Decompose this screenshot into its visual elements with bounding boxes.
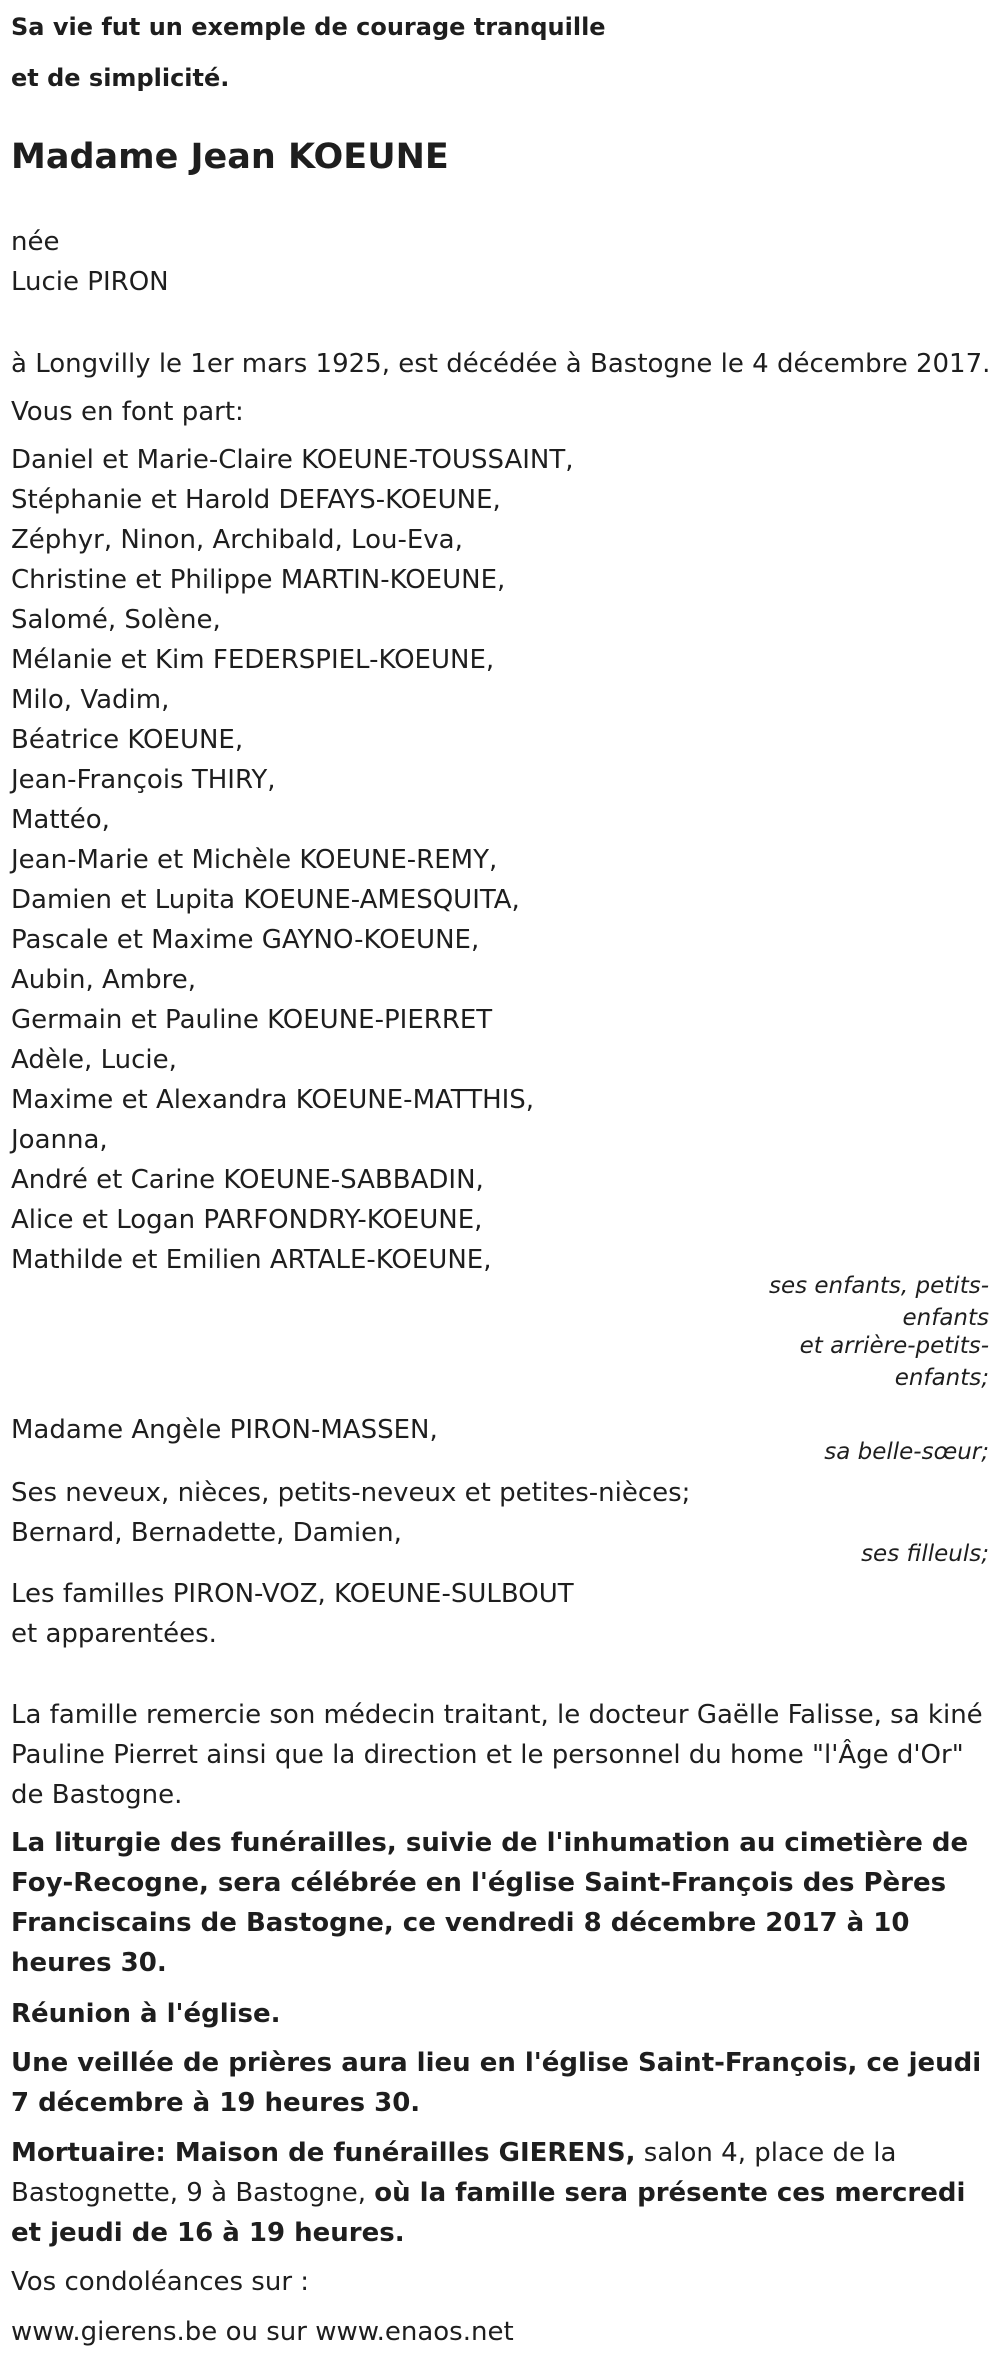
list-item: Mathilde et Emilien ARTALE-KOEUNE, xyxy=(11,1245,492,1275)
meeting-line: Réunion à l'église. xyxy=(11,1999,281,2029)
nee-label: née xyxy=(11,227,60,257)
mortuary-address: salon 4, place de la Bastognette, 9 à Bastogne, xyxy=(11,2138,897,2208)
list-item: Jean-Marie et Michèle KOEUNE-REMY, xyxy=(11,845,498,875)
nephews-line: Ses neveux, nièces, petits-neveux et petites-nièces; xyxy=(11,1478,691,1508)
sister-in-law-name: Madame Angèle PIRON-MASSEN, xyxy=(11,1415,438,1445)
role-godchildren: ses filleuls; xyxy=(861,1541,989,1567)
epigraph-line-1: Sa vie fut un exemple de courage tranquille xyxy=(11,13,606,41)
families-line-2: et apparentées. xyxy=(11,1619,217,1649)
list-item: Christine et Philippe MARTIN-KOEUNE, xyxy=(11,565,506,595)
list-item: Stéphanie et Harold DEFAYS-KOEUNE, xyxy=(11,485,501,515)
mortuary-paragraph xyxy=(11,2133,986,2253)
mortuary-label: Mortuaire: Maison de funérailles GIERENS, xyxy=(11,2138,636,2168)
role-children: ses enfants, petits-enfants xyxy=(768,1273,989,1331)
families-line-1: Les familles PIRON-VOZ, KOEUNE-SULBOUT xyxy=(11,1579,574,1609)
condolences-sites: www.gierens.be ou sur www.enaos.net xyxy=(11,2317,514,2347)
list-item: Salomé, Solène, xyxy=(11,605,221,635)
list-item: Jean-François THIRY, xyxy=(11,765,276,795)
list-item: André et Carine KOEUNE-SABBADIN, xyxy=(11,1165,484,1195)
list-item: Damien et Lupita KOEUNE-AMESQUITA, xyxy=(11,885,520,915)
list-item: Alice et Logan PARFONDRY-KOEUNE, xyxy=(11,1205,483,1235)
thanks-paragraph: La famille remercie son médecin traitant, le docteur Gaëlle Falisse, sa kiné Pauline Pierret ainsi que la direction et le personnel du home "l'Âge d'Or" de Bastogne. xyxy=(11,1700,983,1810)
list-item: Mattéo, xyxy=(11,805,110,835)
list-item: Mélanie et Kim FEDERSPIEL-KOEUNE, xyxy=(11,645,495,675)
list-item: Germain et Pauline KOEUNE-PIERRET xyxy=(11,1005,493,1035)
list-item: Maxime et Alexandra KOEUNE-MATTHIS, xyxy=(11,1085,535,1115)
list-item: Joanna, xyxy=(11,1125,108,1155)
condolences-label: Vos condoléances sur : xyxy=(11,2267,310,2297)
list-item: Daniel et Marie-Claire KOEUNE-TOUSSAINT, xyxy=(11,445,574,475)
godchildren-names: Bernard, Bernadette, Damien, xyxy=(11,1518,402,1548)
maiden-name: Lucie PIRON xyxy=(11,267,169,297)
epigraph xyxy=(11,2,606,104)
list-item: Aubin, Ambre, xyxy=(11,965,196,995)
role-sister-in-law: sa belle-sœur; xyxy=(824,1439,989,1465)
role-great-grandchildren: et arrière-petits-enfants; xyxy=(799,1333,989,1391)
liturgy-paragraph: La liturgie des funérailles, suivie de l'inhumation au cimetière de Foy-Recogne, sera célébrée en l'église Saint-François des Pères Franciscains de Bastogne, ce vendredi 8 décembre 2017 à 10 heures 30. xyxy=(11,1828,969,1978)
list-item: Pascale et Maxime GAYNO-KOEUNE, xyxy=(11,925,480,955)
vigil-paragraph: Une veillée de prières aura lieu en l'église Saint-François, ce jeudi 7 décembre à 19 heures 30. xyxy=(11,2048,982,2118)
list-item: Adèle, Lucie, xyxy=(11,1045,177,1075)
deceased-name: Madame Jean KOEUNE xyxy=(11,137,449,177)
epigraph-line-2: et de simplicité. xyxy=(11,64,230,92)
list-item: Béatrice KOEUNE, xyxy=(11,725,244,755)
families-block xyxy=(11,1574,574,1654)
mortuary-presence: où la famille sera présente ces mercredi et jeudi de 16 à 19 heures. xyxy=(11,2178,966,2248)
announce-label: Vous en font part: xyxy=(11,397,244,427)
family-list xyxy=(11,440,574,1280)
list-item: Milo, Vadim, xyxy=(11,685,170,715)
list-item: Zéphyr, Ninon, Archibald, Lou-Eva, xyxy=(11,525,463,555)
birth-death-dates: à Longvilly le 1er mars 1925, est décédée à Bastogne le 4 décembre 2017. xyxy=(11,349,991,379)
